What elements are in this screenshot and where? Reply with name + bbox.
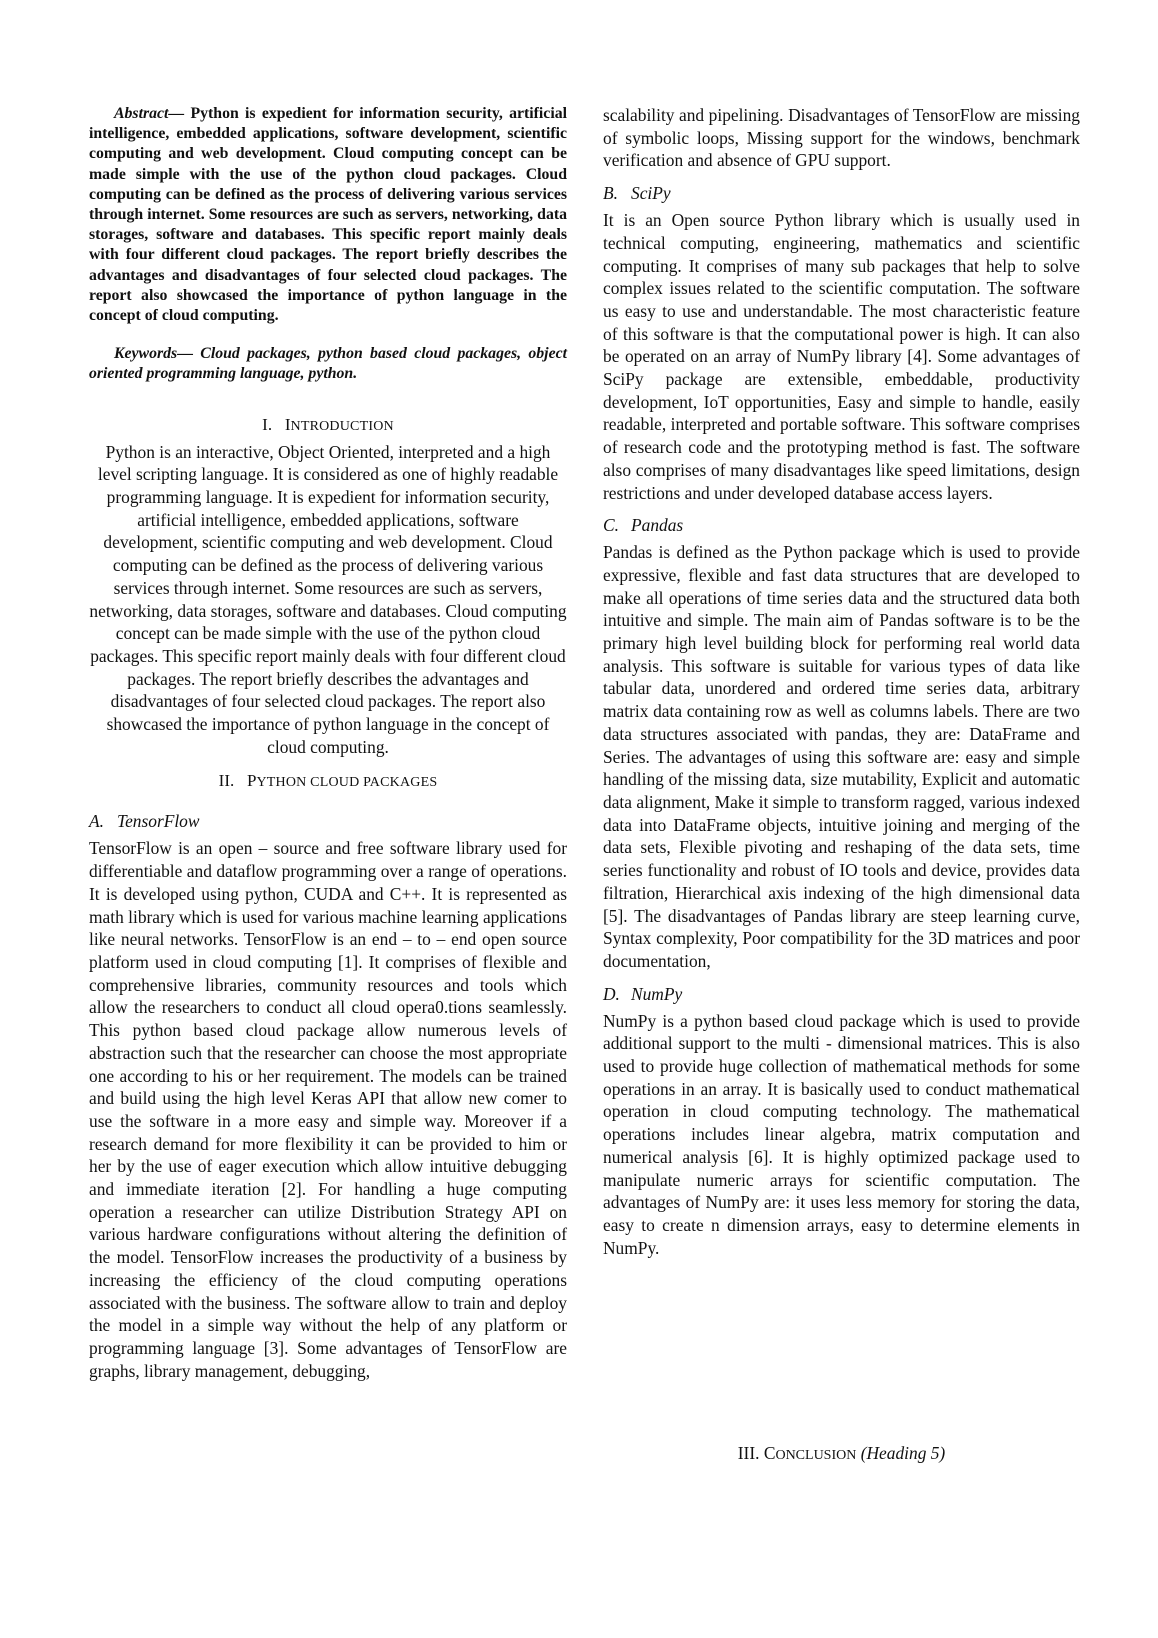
right-column [603, 104, 1080, 1259]
section-number: I. [262, 414, 273, 434]
abstract-text: Python is expedient for information security, artificial intelligence, embedded applications, software development, scientific computing and web development. Cloud computing concept can be made simple with the use of the python cloud packages. Cloud computing can be defined as the process of delivering various services through internet. Some resources are such as servers, networking, data storages, software and databases. This specific report mainly deals with four different cloud packages. The report briefly describes the advantages and disadvantages of four selected cloud packages. The report also showcased the importance of python language in the concept of cloud computing. [89, 105, 567, 325]
left-column [89, 104, 567, 1382]
subsection-heading-tensorflow [89, 810, 567, 832]
keywords: Keywords— Cloud packages, python based cloud packages, object oriented programming language, python. [89, 345, 567, 383]
abstract-lead: Abstract— [114, 105, 185, 122]
section-heading-python-cloud-packages [89, 771, 567, 791]
numpy-body: NumPy is a python based cloud package which is used to provide additional support to the multi - dimensional matrices. This is also used to provide huge collection of mathematical methods for some operations in an array. It is basically used to conduct mathematical operation in cloud computing technology. The mathematical operations includes linear algebra, matrix computation and numerical analysis [6]. It is highly optimized package used to manipulate numeric arrays for scientific computation. The advantages of NumPy are: it uses less memory for storing the data, easy to create n dimension arrays, easy to determine elements in NumPy. [603, 1010, 1080, 1258]
subsection-label: D. [603, 983, 620, 1004]
section-title-rest: YTHON CLOUD PACKAGES [256, 775, 438, 791]
section-title-initial: I [284, 414, 291, 434]
subsection-title: TensorFlow [117, 811, 200, 832]
section-title-initial: P [247, 771, 257, 791]
scipy-body: It is an Open source Python library which is usually used in technical computing, engineering, mathematics and scientific computing. It comprises of many sub packages that help to solve complex issues related to the scientific computation. The software us easy to use and understandable. The most characteristic feature of this software is that the computational power is high. It can also be operated on an array of NumPy library [4]. Some advantages of SciPy package are extensible, embeddable, productivity development, IoT opportunities, Easy and simple to handle, easily readable, interpreted and portable software. This software comprises of research code and the prototyping method is fast. The software also comprises of many disadvantages like speed limitations, design restrictions and under developed database access layers. [603, 210, 1080, 503]
subsection-title: SciPy [631, 183, 671, 204]
subsection-heading-pandas [603, 514, 1080, 536]
subsection-title: NumPy [631, 983, 683, 1004]
section-title-rest: NTRODUCTION [290, 418, 394, 434]
tensorflow-body: TensorFlow is an open – source and free software library used for differentiable and dataflow programming over a range of operations. It is developed using python, CUDA and C++. It is represented as math library which is used for various machine learning applications like neural networks. TensorFlow is an end – to – end open source platform used in cloud computing [1]. It comprises of flexible and comprehensive libraries, community resources and tools which allow the researchers to conduct all cloud opera0.tions seamlessly. This python based cloud package allow numerous levels of abstraction such that the researcher can choose the most appropriate one according to his or her requirement. The models can be trained and build using the high level Keras API that allow new comer to use the software in a more easy and simple way. Moreover if a research demand for more flexibility it can be provided to him or her by the use of eager execution which allow intuitive debugging and immediate iteration [2]. For handling a huge computing operation a researcher can utilize Distribution Strategy API on various hardware configurations without altering the definition of the model. TensorFlow increases the productivity of a business by increasing the efficiency of the cloud computing operations associated with the business. The software allow to train and deploy the model in a simple way without the help of any platform or programming language [3]. Some advantages of TensorFlow are graphs, library management, debugging, [89, 838, 567, 1381]
subsection-title: Pandas [631, 515, 684, 536]
section-number: III. [737, 1443, 760, 1463]
heading-style-note: (Heading 5) [860, 1443, 946, 1463]
pandas-body: Pandas is defined as the Python package which is used to provide expressive, flexible and fast data structures that are developed to make all operations of time series data and the structured data both intuitive and simple. The main aim of Pandas software is to be the primary high level building block for performing real world data analysis. This software is suitable for various types of data like tabular data, unordered and ordered time series data, arbitrary matrix data containing row as well as columns labels. There are two data structures associated with pandas, they are: DataFrame and Series. The advantages of using this software are: easy and simple handling of the missing data, size mutability, Explicit and automatic data alignment, Make it simple to transform ragged, various indexed data into DataFrame objects, intuitive joining and merging of the data sets, Flexible pivoting and reshaping of the data sets, time series functionality and robust of IO tools and device, provides data filtration, Hierarchical axis indexing of the high dimensional data [5]. The disadvantages of Pandas library are steep learning curve, Syntax complexity, Poor compatibility for the 3D matrices and poor documentation, [603, 542, 1080, 971]
section-title-initial: C [763, 1443, 776, 1463]
subsection-label: C. [603, 515, 619, 536]
abstract [89, 104, 567, 326]
section-heading-conclusion [603, 1443, 1080, 1464]
section-number: II. [218, 771, 235, 791]
subsection-label: B. [603, 183, 618, 204]
tensorflow-body-continued: scalability and pipelining. Disadvantages of TensorFlow are missing of symbolic loops, Missing support for the windows, benchmark verification and absence of GPU support. [603, 105, 1080, 171]
section-title-rest: ONCLUSION [775, 1448, 857, 1463]
section-heading-introduction [89, 415, 567, 435]
subsection-heading-scipy [603, 182, 1080, 204]
subsection-heading-numpy [603, 983, 1080, 1005]
subsection-label: A. [89, 811, 104, 832]
introduction-body: Python is an interactive, Object Oriented, interpreted and a high level scripting language. It is considered as one of highly readable programming language. It is expedient for information security, artificial intelligence, embedded applications, software development, scientific computing and web development. Cloud computing can be defined as the process of delivering various services through internet. Some resources are such as servers, networking, data storages, software and databases. Cloud computing concept can be made simple with the use of the python cloud packages. This specific report mainly deals with four different cloud packages. The report briefly describes the advantages and disadvantages of four selected cloud packages. The report also showcased the importance of python language in the concept of cloud computing. [89, 441, 567, 757]
